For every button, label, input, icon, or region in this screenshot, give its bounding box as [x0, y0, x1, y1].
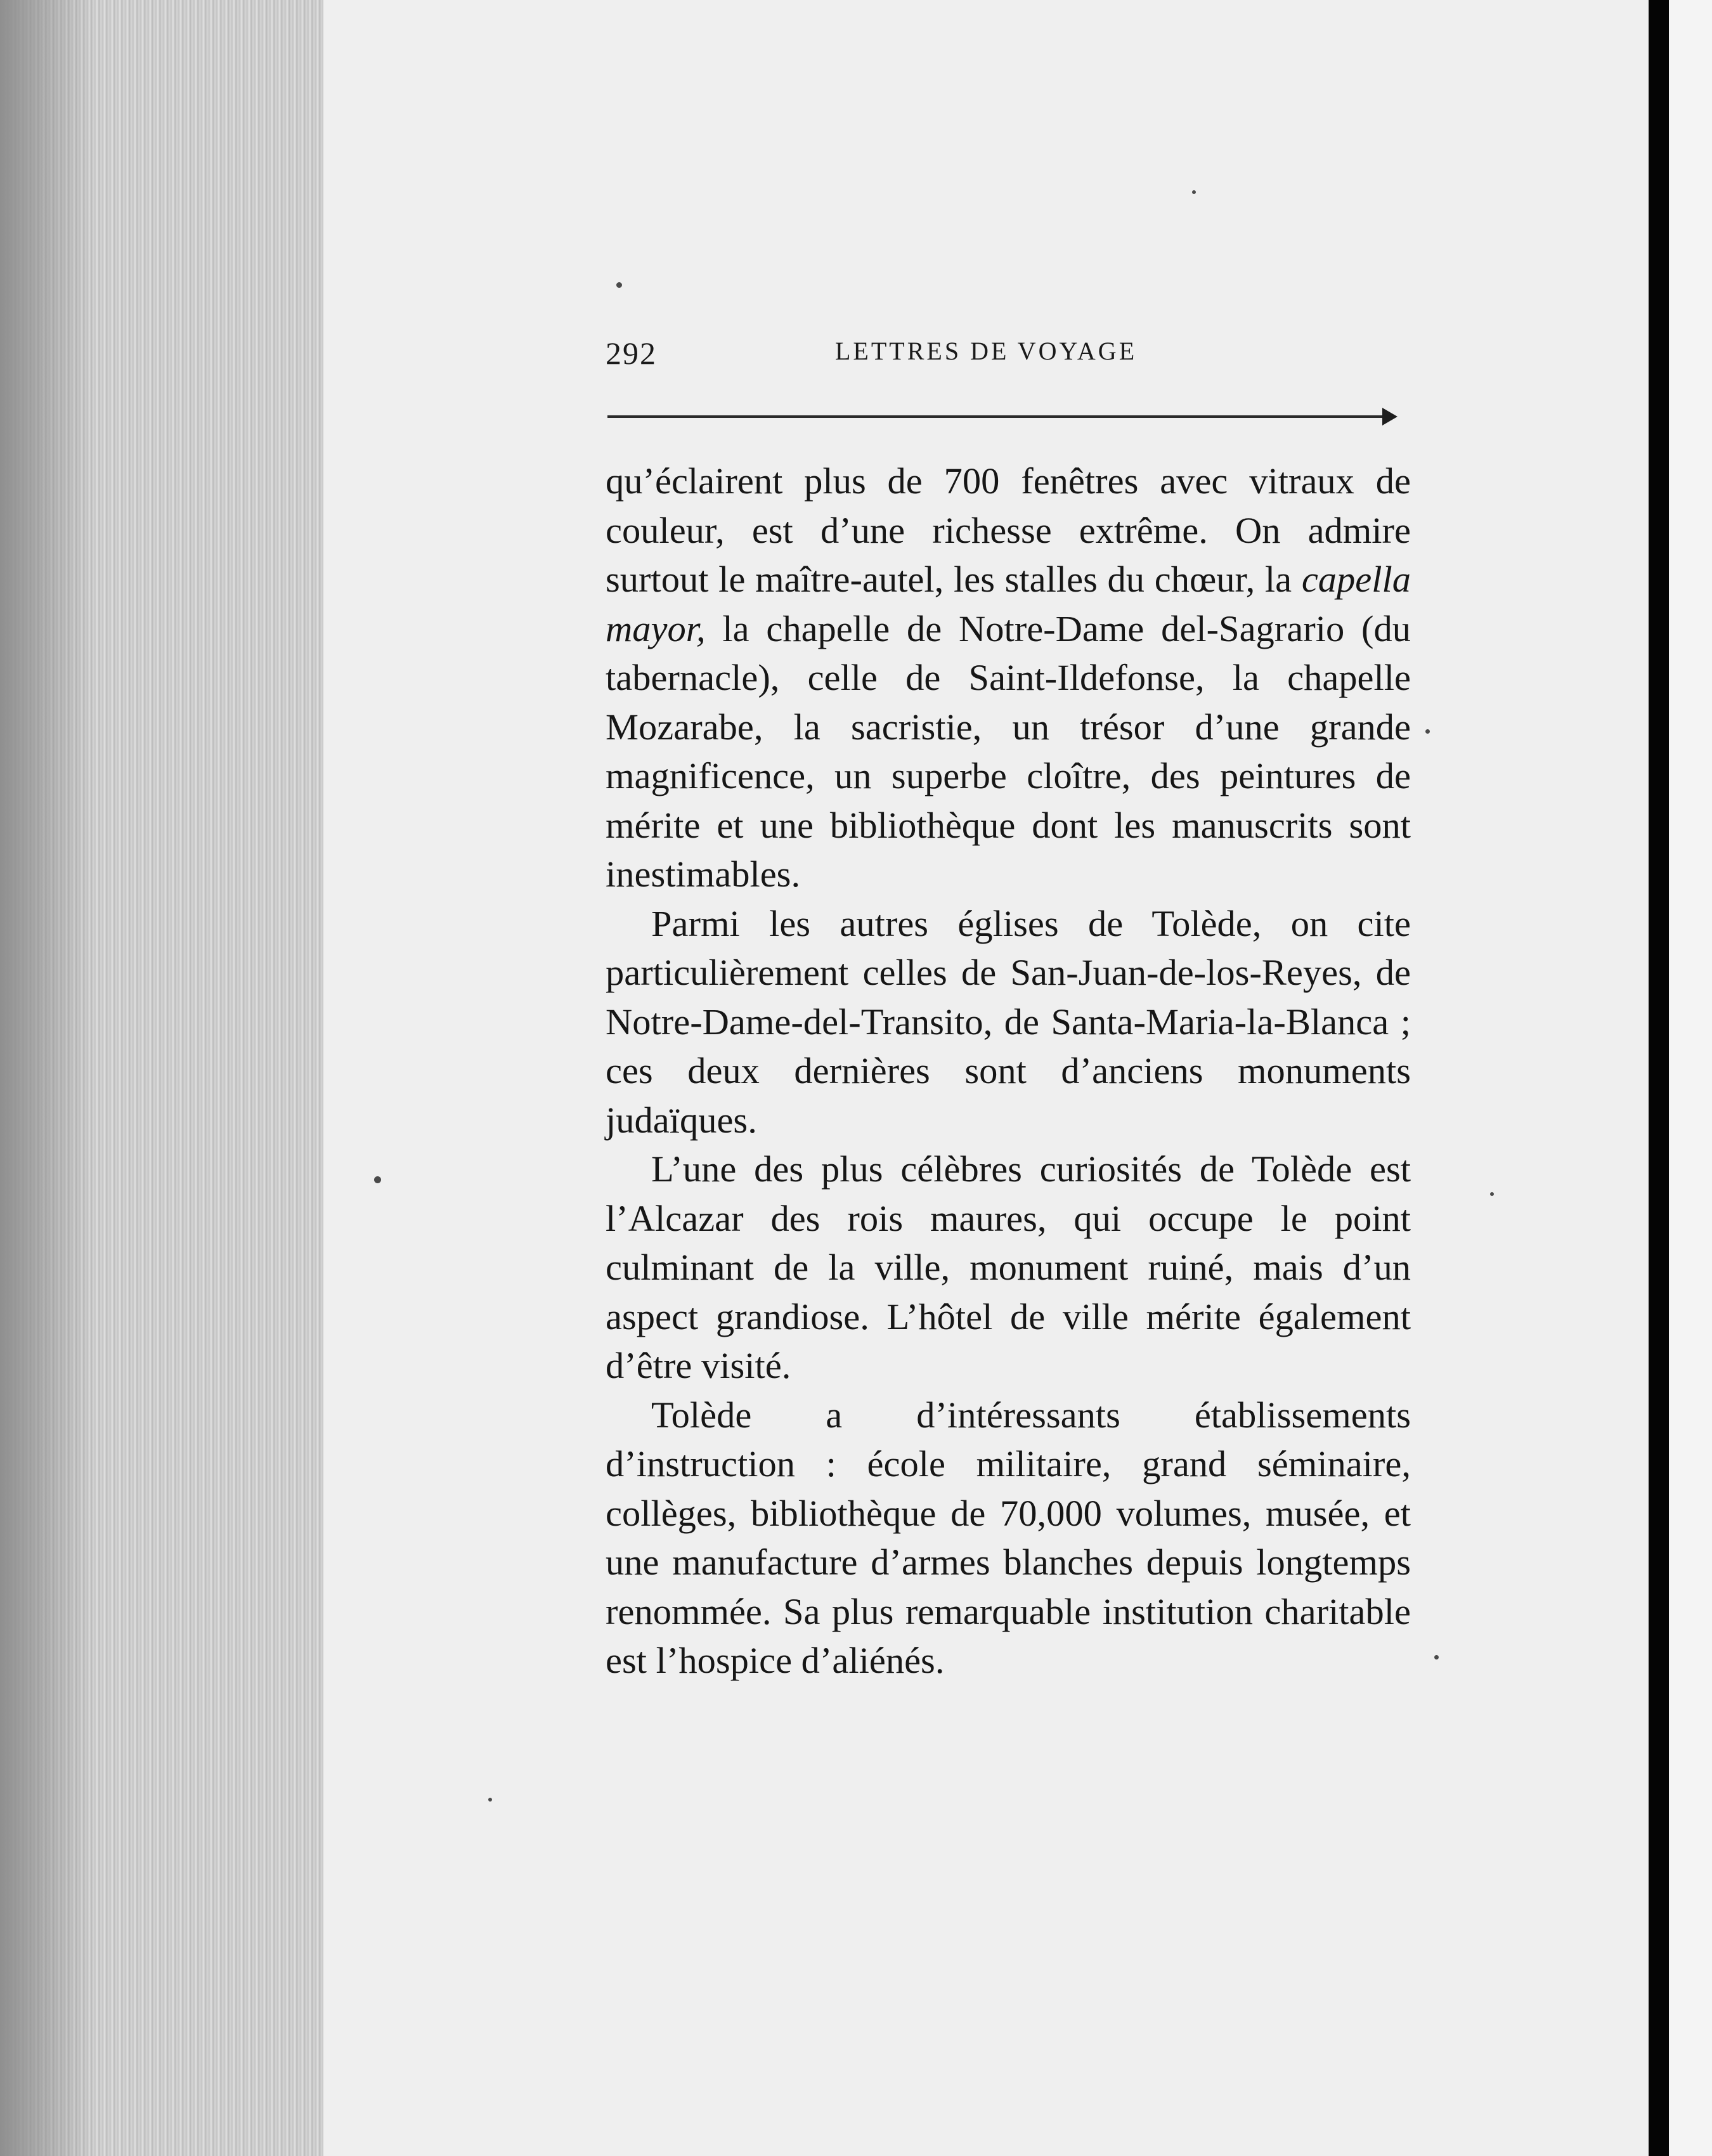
- paragraph-1-end: la chapelle de Notre-Dame del-Sagrario (du tabernacle), celle de Saint-Ildefonse, la chapelle Mozarabe, la sacristie, un trésor d’une grande magnificence, un superbe cloître, des peintures de mérite et une bibliothèque dont les manuscrits sont inestimables.: [606, 607, 1411, 895]
- header-rule: [607, 415, 1392, 418]
- paragraph-1: [606, 457, 1411, 899]
- print-speck: [374, 1176, 381, 1183]
- print-speck: [488, 1798, 492, 1802]
- body-text: [606, 457, 1411, 1685]
- page-header: [606, 330, 1449, 374]
- book-gutter-shadow: [1649, 0, 1669, 2156]
- print-speck: [616, 282, 622, 288]
- print-speck: [1192, 190, 1196, 194]
- page-edges-shadow: [0, 0, 95, 2156]
- running-head: LETTRES DE VOYAGE: [835, 337, 1138, 365]
- facing-page-edge: [1669, 0, 1712, 2156]
- rule-arrow-mark: [1382, 408, 1397, 425]
- page-number: 292: [606, 335, 657, 371]
- italic-term: capella mayor,: [606, 559, 1411, 649]
- print-speck: [1425, 729, 1430, 734]
- print-speck: [1490, 1192, 1494, 1196]
- paragraph-1-start: qu’éclairent plus de 700 fenêtres avec vitraux de couleur, est d’une richesse extrême. On admire surtout le maître-autel, les stalles du chœur, la: [606, 460, 1411, 600]
- print-speck: [1434, 1655, 1439, 1659]
- paragraph-4: Tolède a d’intéressants établissements d’instruction : école militaire, grand séminaire, collèges, bibliothèque de 70,000 volumes, musée, et une manufacture d’armes blanches depuis longtemps renommée. Sa plus remarquable institution charitable est l’hospice d’aliénés.: [606, 1394, 1411, 1681]
- paragraph-3: L’une des plus célèbres curiosités de Tolède est l’Alcazar des rois maures, qui occupe le point culminant de la ville, monument ruiné, mais d’un aspect grandiose. L’hôtel de ville mérite également d’être visité.: [606, 1148, 1411, 1386]
- paragraph-2: Parmi les autres églises de Tolède, on cite particulièrement celles de San-Juan-de-los-Reyes, de Notre-Dame-del-Transito, de Santa-Maria-la-Blanca ; ces deux dernières sont d’anciens monuments judaïques.: [606, 902, 1411, 1141]
